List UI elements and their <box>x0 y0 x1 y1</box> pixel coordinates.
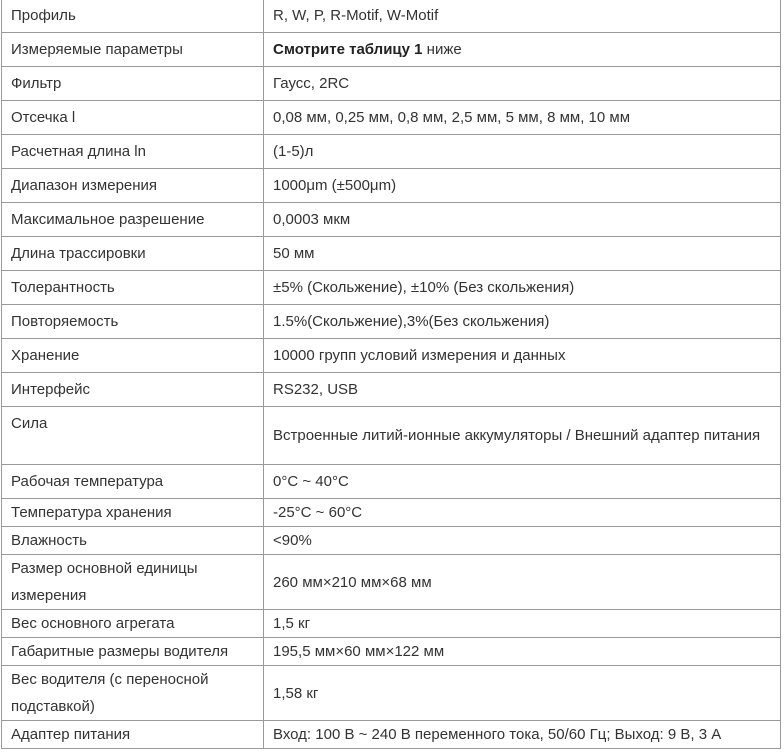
param-label: Влажность <box>2 527 264 555</box>
param-value <box>264 33 781 67</box>
spec-table <box>1 0 781 749</box>
table-row <box>2 33 781 67</box>
param-value: 0,08 мм, 0,25 мм, 0,8 мм, 2,5 мм, 5 мм, 8 мм, 10 мм <box>264 101 781 135</box>
param-value: 260 мм×210 мм×68 мм <box>264 555 781 610</box>
param-label: Повторяемость <box>2 305 264 339</box>
table-row <box>2 373 781 407</box>
param-value: R, W, P, R-Motif, W-Motif <box>264 0 781 33</box>
param-value: Встроенные литий-ионные аккумуляторы / Внешний адаптер питания <box>264 407 781 465</box>
param-value: <90% <box>264 527 781 555</box>
table-row <box>2 237 781 271</box>
param-value: (1-5)л <box>264 135 781 169</box>
param-label: Профиль <box>2 0 264 33</box>
param-label: Фильтр <box>2 67 264 101</box>
param-label: Длина трассировки <box>2 237 264 271</box>
table-row <box>2 101 781 135</box>
param-label: Рабочая температура <box>2 465 264 499</box>
table-row <box>2 721 781 749</box>
param-label: Максимальное разрешение <box>2 203 264 237</box>
param-value: 0°C ~ 40°C <box>264 465 781 499</box>
table-row <box>2 555 781 610</box>
table-reference-link-text: Смотрите таблицу 1 <box>273 41 423 58</box>
param-label: Габаритные размеры водителя <box>2 638 264 666</box>
table-row <box>2 0 781 33</box>
param-value: 1000μm (±500μm) <box>264 169 781 203</box>
param-value: -25°C ~ 60°C <box>264 499 781 527</box>
table-row <box>2 666 781 721</box>
param-label: Диапазон измерения <box>2 169 264 203</box>
table-row <box>2 610 781 638</box>
param-value: ±5% (Скольжение), ±10% (Без скольжения) <box>264 271 781 305</box>
table-row <box>2 339 781 373</box>
param-value: 10000 групп условий измерения и данных <box>264 339 781 373</box>
param-value: 1,58 кг <box>264 666 781 721</box>
table-row <box>2 527 781 555</box>
param-label: Толерантность <box>2 271 264 305</box>
param-label: Вес основного агрегата <box>2 610 264 638</box>
table-row <box>2 407 781 465</box>
param-label: Расчетная длина ln <box>2 135 264 169</box>
param-value: 195,5 мм×60 мм×122 мм <box>264 638 781 666</box>
table-row <box>2 305 781 339</box>
table-row <box>2 465 781 499</box>
param-label: Отсечка l <box>2 101 264 135</box>
table-row <box>2 203 781 237</box>
param-value: 50 мм <box>264 237 781 271</box>
table-row <box>2 499 781 527</box>
param-label: Размер основной единицы измерения <box>2 555 264 610</box>
param-label: Интерфейс <box>2 373 264 407</box>
param-label: Температура хранения <box>2 499 264 527</box>
table-row <box>2 271 781 305</box>
table-row <box>2 135 781 169</box>
param-value: 0,0003 мкм <box>264 203 781 237</box>
param-label: Адаптер питания <box>2 721 264 749</box>
param-label: Измеряемые параметры <box>2 33 264 67</box>
param-value: Гаусс, 2RC <box>264 67 781 101</box>
param-label: Вес водителя (с переносной подставкой) <box>2 666 264 721</box>
param-value: 1,5 кг <box>264 610 781 638</box>
param-label: Хранение <box>2 339 264 373</box>
table-row <box>2 67 781 101</box>
param-value: RS232, USB <box>264 373 781 407</box>
param-value: 1.5%(Скольжение),3%(Без скольжения) <box>264 305 781 339</box>
param-value-suffix: ниже <box>422 41 462 58</box>
table-row <box>2 169 781 203</box>
table-row <box>2 638 781 666</box>
param-label: Сила <box>2 407 264 465</box>
param-value: Вход: 100 В ~ 240 В переменного тока, 50/60 Гц; Выход: 9 В, 3 А <box>264 721 781 749</box>
